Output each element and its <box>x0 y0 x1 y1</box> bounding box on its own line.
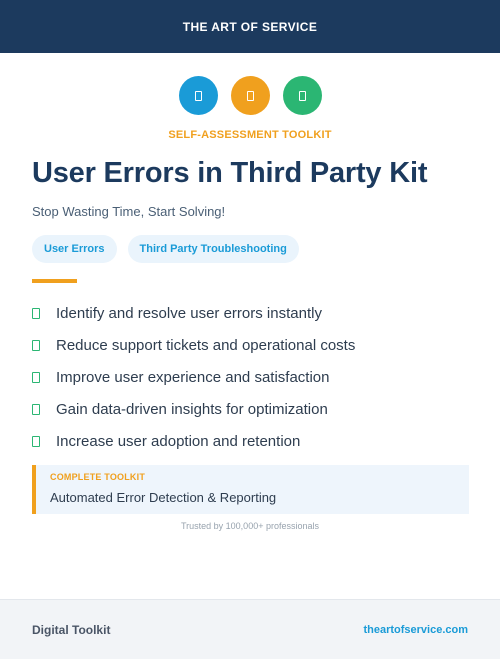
document-icon <box>179 76 218 115</box>
toolkit-callout <box>32 465 469 514</box>
tag-user-errors[interactable]: User Errors <box>32 235 117 263</box>
feature-list <box>32 297 355 457</box>
brand-title: THE ART OF SERVICE <box>182 19 318 34</box>
accent-divider <box>32 279 77 283</box>
check-icon <box>32 436 40 447</box>
document-icon <box>231 76 270 115</box>
feature-text: Gain data-driven insights for optimization <box>56 400 328 418</box>
icon-row <box>0 76 500 115</box>
callout-label: COMPLETE TOOLKIT <box>50 472 146 482</box>
callout-text: Automated Error Detection & Reporting <box>50 490 277 505</box>
check-icon <box>32 372 40 383</box>
tag-third-party-troubleshooting[interactable]: Third Party Troubleshooting <box>128 235 299 263</box>
check-icon <box>32 340 40 351</box>
list-item <box>32 361 355 393</box>
footer <box>0 599 500 659</box>
page-title: User Errors in Third Party Kit <box>32 157 428 189</box>
page-subtitle: Stop Wasting Time, Start Solving! <box>32 204 226 219</box>
check-icon <box>32 404 40 415</box>
list-item <box>32 329 355 361</box>
feature-text: Increase user adoption and retention <box>56 432 301 450</box>
feature-text: Identify and resolve user errors instantly <box>56 304 322 322</box>
trusted-note: Trusted by 100,000+ professionals <box>180 521 319 531</box>
list-item <box>32 393 355 425</box>
feature-text: Improve user experience and satisfaction <box>56 368 330 386</box>
list-item <box>32 297 355 329</box>
document-icon <box>283 76 322 115</box>
tag-list <box>32 235 299 263</box>
feature-text: Reduce support tickets and operational costs <box>56 336 356 354</box>
eyebrow-label: SELF-ASSESSMENT TOOLKIT <box>168 129 332 141</box>
list-item <box>32 425 355 457</box>
header-banner <box>0 0 500 53</box>
check-icon <box>32 308 40 319</box>
footer-label: Digital Toolkit <box>32 622 111 637</box>
website-link[interactable]: theartofservice.com <box>363 623 468 636</box>
